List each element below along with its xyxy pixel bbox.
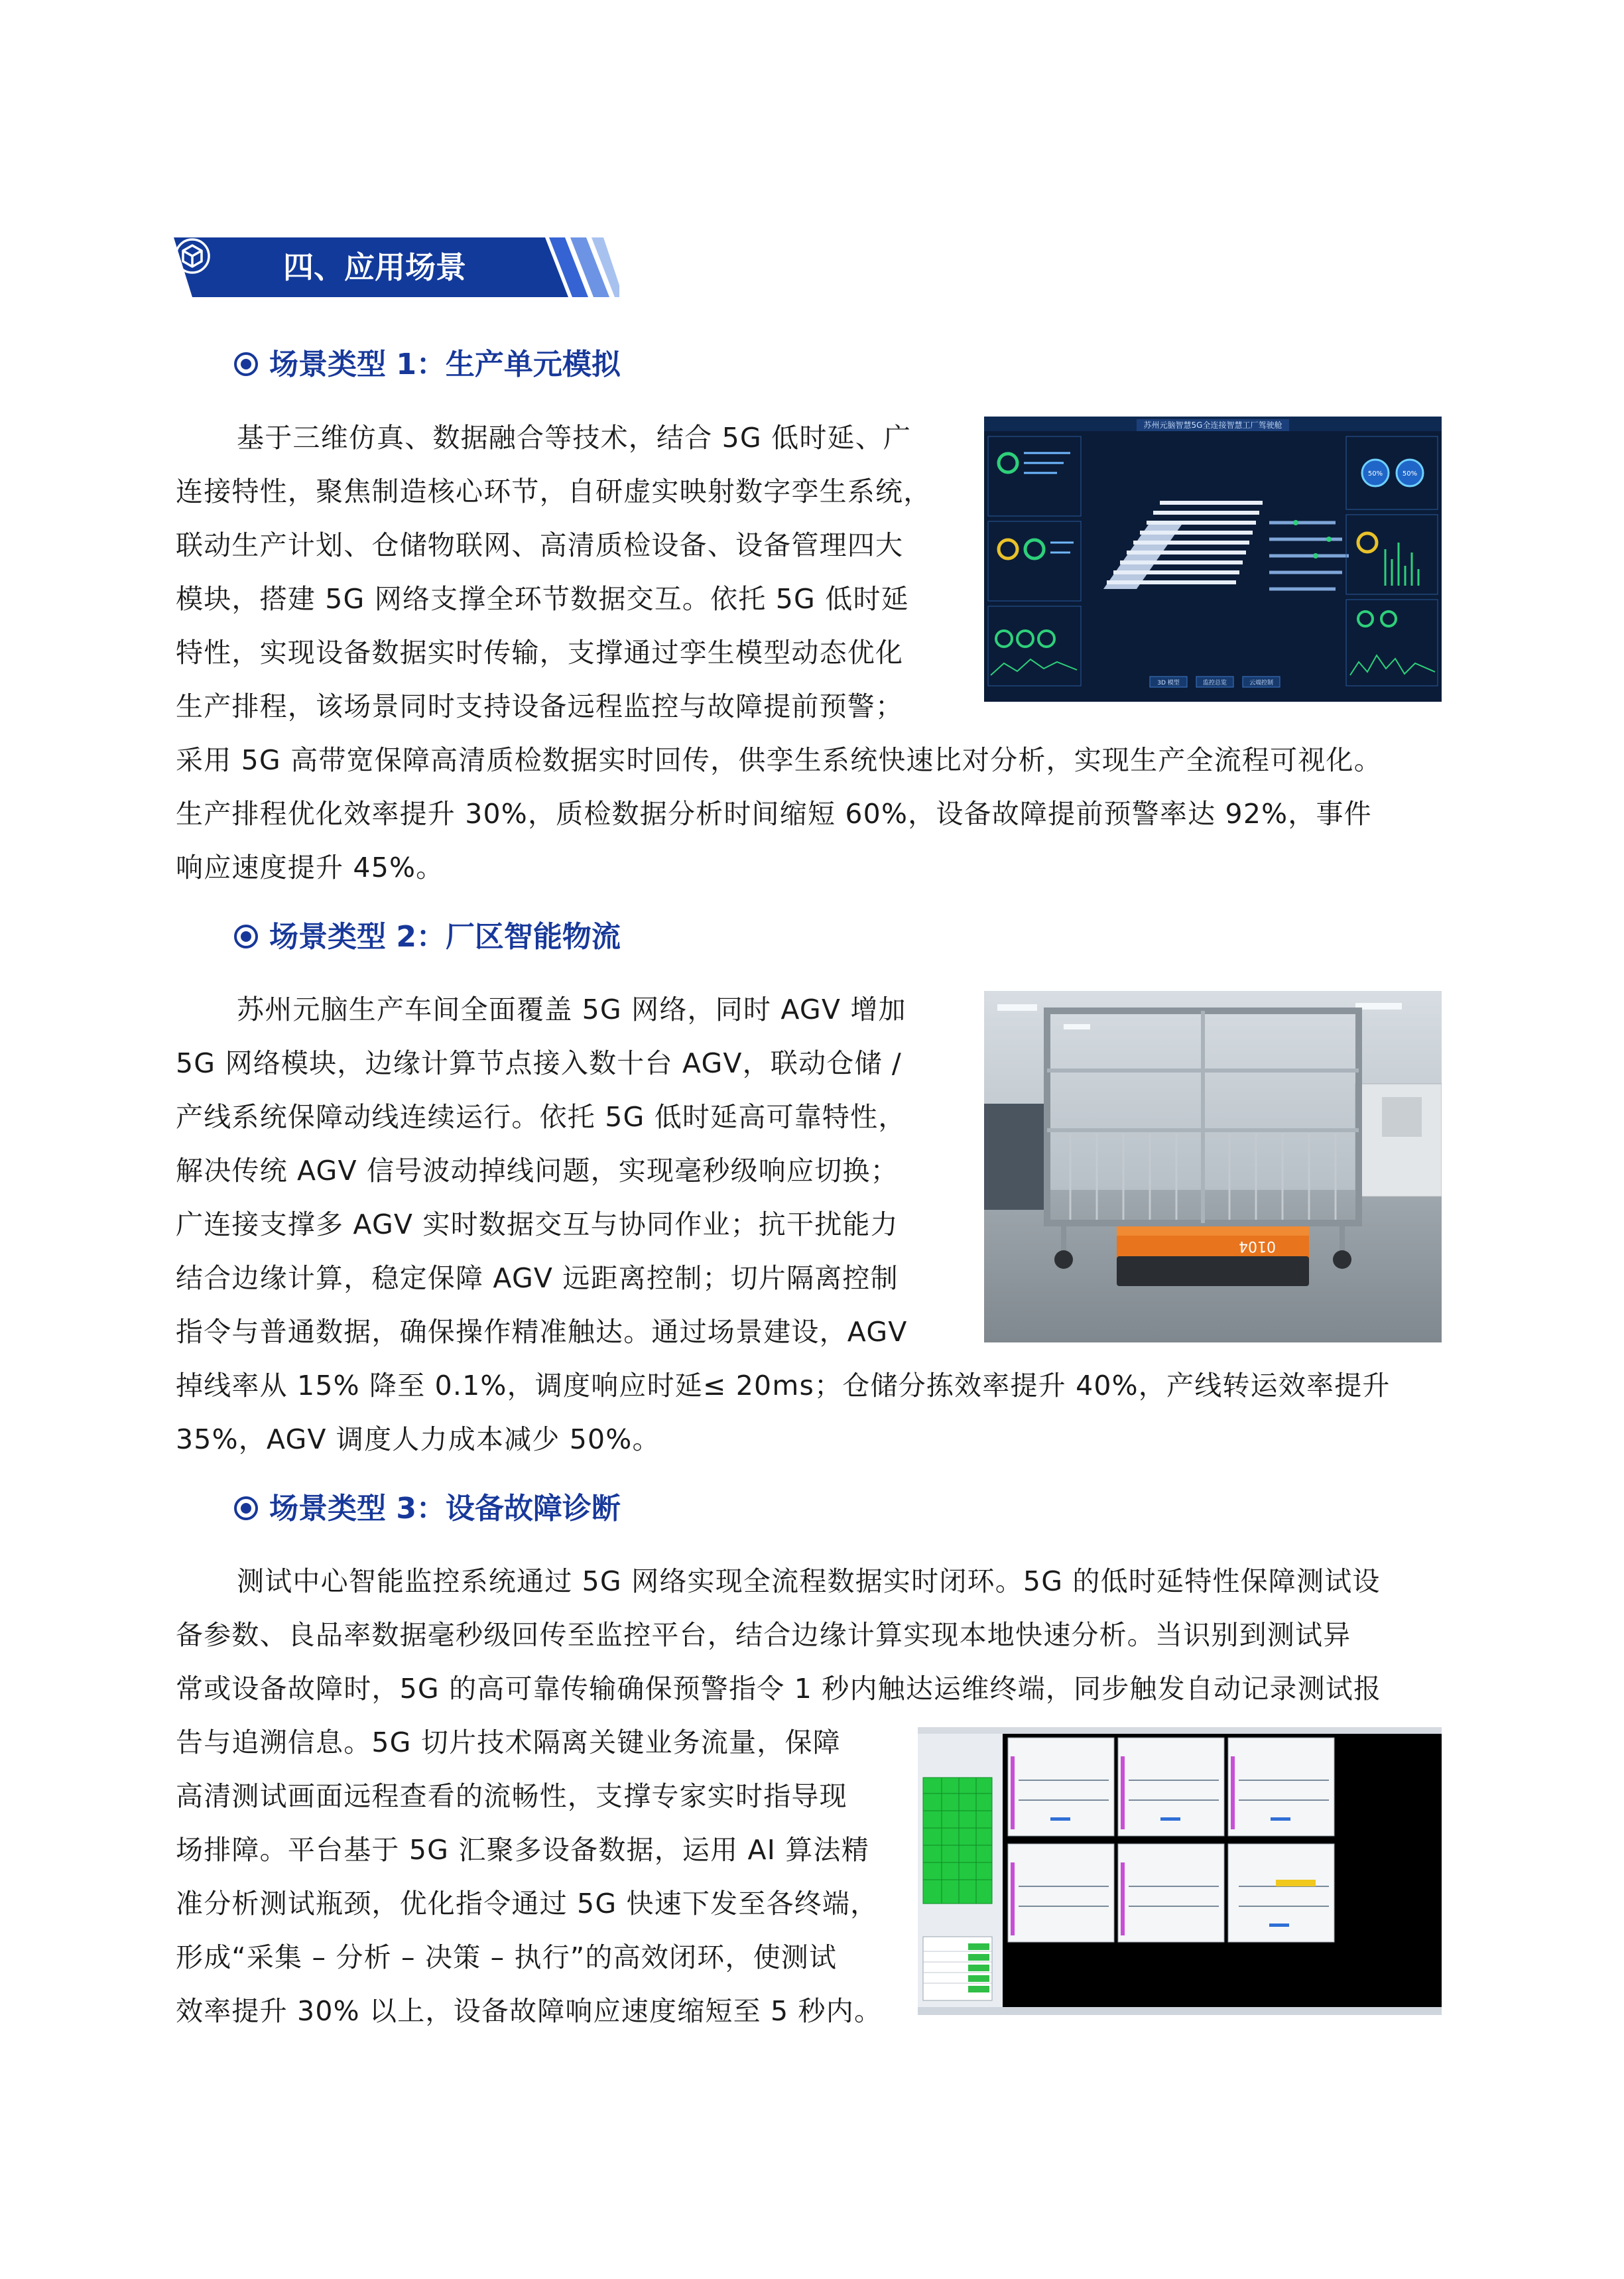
- text-line: 特性，实现设备数据实时传输，支撑通过孪生模型动态优化: [176, 637, 904, 669]
- text-line: 生产排程，该场景同时支持设备远程监控与故障提前预警；: [176, 690, 904, 722]
- target-icon: [233, 352, 259, 377]
- text-line: 响应速度提升 45%。: [176, 852, 444, 883]
- agv-label: 0104: [1239, 1238, 1276, 1254]
- text-line: 准分析测试瓶颈，优化指令通过 5G 快速下发至各终端，: [176, 1888, 879, 1920]
- text-line: 模块，搭建 5G 网络支撑全环节数据交互。依托 5G 低时延: [176, 583, 909, 615]
- test-monitoring-screenshot: [918, 1727, 1442, 2015]
- text-line: 产线系统保障动线连续运行。依托 5G 低时延高可靠特性，: [176, 1101, 906, 1133]
- scene-3-heading: [233, 1489, 621, 1529]
- text-line: 35%，AGV 调度人力成本减少 50%。: [176, 1423, 660, 1455]
- dashboard-button: 3D 模型: [1157, 680, 1180, 686]
- target-icon: [233, 924, 259, 949]
- text-line: 结合边缘计算，稳定保障 AGV 远距离控制；切片隔离控制: [176, 1262, 899, 1294]
- text-line: 采用 5G 高带宽保障高清质检数据实时回传，供孪生系统快速比对分析，实现生产全流程可视化。: [176, 744, 1382, 776]
- section-title: 四、应用场景: [283, 249, 466, 285]
- text-line: 广连接支撑多 AGV 实时数据交互与协同作业；抗干扰能力: [176, 1208, 899, 1240]
- text-line: 场排障。平台基于 5G 汇聚多设备数据，运用 AI 算法精: [176, 1834, 869, 1866]
- scene-1-heading: [233, 345, 621, 385]
- text-line: 高清测试画面远程查看的流畅性，支撑专家实时指导现: [176, 1780, 847, 1812]
- text-line: 形成“采集 – 分析 – 决策 – 执行”的高效闭环，使测试: [176, 1941, 838, 1973]
- scene-2-heading-text: 场景类型 2：厂区智能物流: [269, 920, 621, 954]
- text-line: 基于三维仿真、数据融合等技术，结合 5G 低时延、广: [237, 422, 912, 454]
- text-line: 效率提升 30% 以上，设备故障响应速度缩短至 5 秒内。: [176, 1995, 883, 2027]
- cube-icon: [174, 237, 211, 275]
- text-line: 备参数、良品率数据毫秒级回传至监控平台，结合边缘计算实现本地快速分析。当识别到测试异: [176, 1619, 1351, 1651]
- text-line: 测试中心智能监控系统通过 5G 网络实现全流程数据实时闭环。5G 的低时延特性保障测试设: [237, 1565, 1381, 1597]
- text-line: 联动生产计划、仓储物联网、高清质检设备、设备管理四大: [176, 529, 904, 561]
- target-icon: [233, 1496, 259, 1521]
- text-line: 告与追溯信息。5G 切片技术隔离关键业务流量，保障: [176, 1726, 841, 1758]
- dashboard-button: 云端控制: [1249, 680, 1274, 686]
- text-line: 连接特性，聚焦制造核心环节，自研虚实映射数字孪生系统，: [176, 476, 932, 507]
- text-line: 解决传统 AGV 信号波动掉线问题，实现毫秒级响应切换；: [176, 1155, 899, 1187]
- agv-photo: [984, 991, 1442, 1342]
- dashboard-title: 苏州元脑智慧5G全连接智慧工厂驾驶舱: [1143, 421, 1282, 430]
- scene-2-heading: [233, 917, 621, 957]
- text-line: 常或设备故障时，5G 的高可靠传输确保预警指令 1 秒内触达运维终端，同步触发自动记录测试报: [176, 1673, 1382, 1705]
- digital-twin-dashboard-image: [984, 417, 1442, 702]
- scene-1-heading-text: 场景类型 1：生产单元模拟: [269, 348, 621, 381]
- text-line: 掉线率从 15% 降至 0.1%，调度响应时延≤ 20ms；仓储分拣效率提升 40%，产线转运效率提升: [176, 1370, 1391, 1401]
- text-line: 生产排程优化效率提升 30%，质检数据分析时间缩短 60%，设备故障提前预警率达 92%，事件: [176, 798, 1372, 830]
- scene-3-heading-text: 场景类型 3：设备故障诊断: [269, 1492, 621, 1526]
- text-line: 5G 网络模块，边缘计算节点接入数十台 AGV，联动仓储 /: [176, 1047, 902, 1079]
- gauge-value: 50%: [1367, 470, 1383, 478]
- text-line: 苏州元脑生产车间全面覆盖 5G 网络，同时 AGV 增加: [237, 994, 906, 1025]
- dashboard-button: 监控总览: [1202, 680, 1227, 686]
- text-line: 指令与普通数据，确保操作精准触达。通过场景建设，AGV: [176, 1316, 908, 1348]
- gauge-value: 50%: [1402, 470, 1418, 478]
- section-banner: [174, 237, 619, 297]
